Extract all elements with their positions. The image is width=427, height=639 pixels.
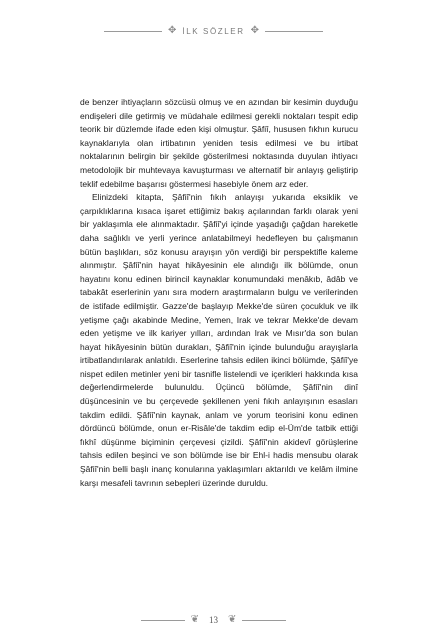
footer-rule-right	[242, 620, 286, 621]
page-number: 13	[209, 615, 218, 625]
ornament-icon: ❦	[190, 614, 199, 625]
ornament-icon: ❦	[228, 614, 237, 625]
ornament-icon: ✥	[167, 25, 177, 36]
page-footer	[0, 613, 427, 627]
body-text	[80, 96, 358, 490]
running-header-title: İLK SÖZLER	[182, 26, 245, 36]
ornament-icon: ✥	[250, 25, 260, 36]
paragraph: Elinizdeki kitapta, Şâfiî'nin fıkıh anlayışı yukarıda eksiklik ve çarpıklıklarına kısaca işaret ettiğimiz bakış açılarından farklı olarak yeni bir yaklaşımla ele alınmaktadır. Şâfiî'yi içinde yaşadığı çağdan hareketle daha sağlıklı ve yerli yerince anlatabilmeyi hedefleyen bu çalışmanın bütün başlıkları, söz konusu arayışın yön verdiği bir perspektifle kaleme alınmıştır. Şâfiî'nin hayat hikâyesinin ele alındığı ilk bölümde, onun hayatını konu edinen birincil kaynaklar konumundaki menâkıb, âdâb ve tabakât eserlerinin yanı sıra modern araştırmaların bulgu ve verilerinden de istifade edilmiştir. Gazze'de başlayıp Mekke'de süren çocukluk ve ilk yetişme çağı akabinde Medine, Yemen, Irak ve tekrar Mekke'de devam eden yetişme ve ilk kariyer yılları, ardından Irak ve Mısır'da son bulan hayat hikâyesinin bütün durakları, Şâfiî'nin içinde bulunduğu arayışlarla irtibatlandırılarak anlatıldı. Eserlerine tahsis edilen ikinci bölümde, Şâfiî'ye nispet edilen metinler yeni bir tasnifle listelendi ve içerikleri hakkında kısa değerlendirmelerde bulunuldu. Üçüncü bölümde, Şâfiî'nin dinî düşüncesinin ve bu çerçevede şekillenen yeni fıkıh anlayışının esasları takdim edildi. Şâfiî'nin kaynak, anlam ve yorum teorisini konu edinen dördüncü bölümde, onun er-Risâle'de takdim edip el-Üm'de tatbik ettiği fıkhî düşünme biçiminin çerçevesi çizildi. Şâfiî'nin akidevî görüşlerine tahsis edilen beşinci ve son bölümde ise bir Ehl-i hadis mensubu olarak Şâfiî'nin belli başlı inanç konularına yaklaşımları aktarıldı ve kelâm ilmine karşı mesafeli tavrının sebepleri üzerinde duruldu.	[80, 192, 358, 488]
paragraph: de benzer ihtiyaçların sözcüsü olmuş ve en azından bir kesimin duyduğu endişeleri dile getirmiş ve müdahale edilmesi gerekli noktaları tespit edip teorik bir düzlemde ifade eden kişi olmuştur. Şâfiî, hususen fıkhın kurucu kaynaklarıyla olan irtibatının yeniden tesis edilmesi ve bu irtibat noktalarının belirgin bir şekilde gösterilmesi noktasında duyulan ihtiyacı metodolojik bir muhtevaya kavuşturması ve alternatif bir anlayış geliştirip teklif edebilme başarısı göstermesi hasebiyle önem arz eder.	[80, 97, 358, 189]
footer-rule-left	[141, 620, 185, 621]
running-header	[0, 24, 427, 38]
header-rule-left	[104, 31, 162, 32]
header-rule-right	[265, 31, 323, 32]
